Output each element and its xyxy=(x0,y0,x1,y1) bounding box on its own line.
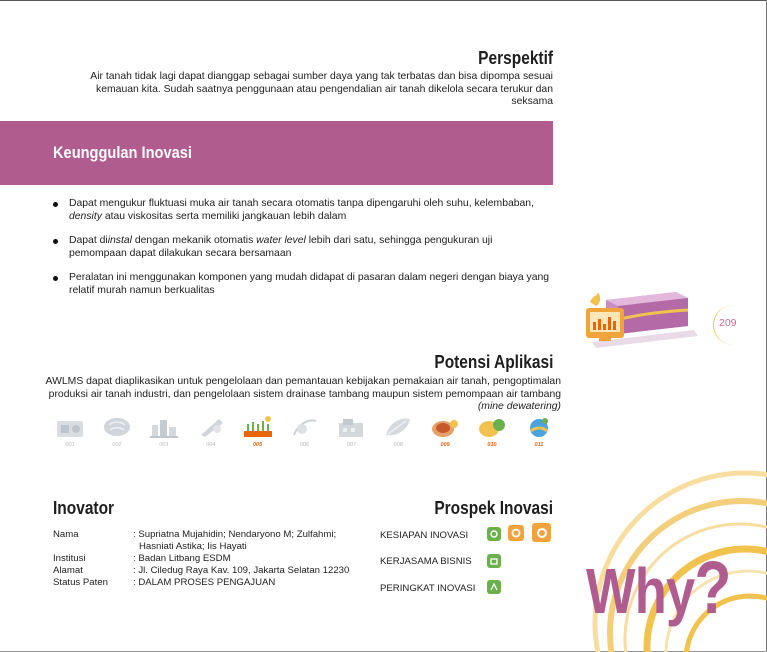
factory-icon xyxy=(54,415,86,439)
innovation-rank-icon xyxy=(487,580,501,594)
food-icon xyxy=(429,415,461,439)
application-item: 010 xyxy=(474,415,510,453)
prospek-label-peringkat: PERINGKAT INOVASI xyxy=(380,583,476,594)
list-item: Dapat mengukur fluktuasi muka air tanah secara otomatis tanpa dipengaruhi oleh suhu, kelembaban, density atau viskositas serta memiliki jangkauan lebih dalam xyxy=(53,198,553,223)
application-item: 011 xyxy=(521,415,557,453)
application-item: 008 xyxy=(380,415,416,453)
environment-icon xyxy=(476,415,508,439)
business-collaboration-icon xyxy=(487,554,501,568)
application-item: 007 xyxy=(333,415,369,453)
brain-icon xyxy=(101,415,133,439)
bullet-icon xyxy=(53,276,58,281)
readiness-gear-icon xyxy=(487,527,501,541)
building-icon xyxy=(335,415,367,439)
agriculture-icon xyxy=(242,415,274,439)
application-item: 009 xyxy=(427,415,463,453)
info-row: Institusi : Badan Litbang ESDM xyxy=(53,553,231,564)
frame-top-border xyxy=(0,0,767,1)
water-level-device-illustration xyxy=(584,290,702,348)
info-row: Nama : Supriatna Mujahidin; Nendaryono M; Zulfahmi; xyxy=(53,529,337,540)
potensi-title: Potensi Aplikasi xyxy=(433,352,553,372)
readiness-gear-icon xyxy=(532,523,551,542)
inovator-info xyxy=(53,529,373,589)
application-item: 004 xyxy=(193,415,229,453)
application-item: 002 xyxy=(99,415,135,453)
info-row: Hasniati Astika; Iis Hayati xyxy=(139,541,247,552)
info-row: Status Paten : DALAM PROSES PENGAJUAN xyxy=(53,577,276,588)
prospek-label-kerjasama: KERJASAMA BISNIS xyxy=(380,556,472,567)
inovator-title: Inovator xyxy=(53,498,115,518)
application-item: 006 xyxy=(286,415,322,453)
application-item: 001 xyxy=(52,415,88,453)
list-item: Dapat diinstal dengan mekanik otomatis water level lebih dari satu, sehingga pengukuran uji pemompaan dapat dilakukan secara bersamaan xyxy=(53,235,553,260)
application-item: 005 xyxy=(240,415,276,453)
water-icon xyxy=(523,415,555,439)
keunggulan-title: Keunggulan Inovasi xyxy=(53,143,192,162)
application-item: 003 xyxy=(146,415,182,453)
page-number: 209 xyxy=(719,317,737,329)
bullet-icon xyxy=(53,202,58,207)
satellite-icon xyxy=(288,415,320,439)
keunggulan-list xyxy=(53,198,553,309)
pen-icon xyxy=(195,415,227,439)
prospek-title: Prospek Inovasi xyxy=(434,498,553,518)
application-icons xyxy=(52,415,557,453)
bullet-icon xyxy=(53,239,58,244)
leaf-icon xyxy=(382,415,414,439)
city-icon xyxy=(148,415,180,439)
perspektif-title: Perspektif xyxy=(478,48,553,68)
prospek-label-kesiapan: KESIAPAN INOVASI xyxy=(380,530,469,541)
potensi-text: AWLMS dapat diaplikasikan untuk pengelolaan dan pemantauan kebijakan pemakaian air tanah, pengoptimalan produksi air tanah industri, dan pengelolaan sistem drainase tambang maupun sistem pemompaan air tambang (mine dewatering) xyxy=(45,376,561,412)
perspektif-text: Air tanah tidak lagi dapat dianggap sebagai sumber daya yang tak terbatas dan bisa dipompa sesuai kemauan kita. Sudah saatnya penggunaan atau pengendalian air tanah dikelola secara terukur dan seksama xyxy=(90,71,553,107)
list-item: Peralatan ini menggunakan komponen yang mudah didapat di pasaran dalam negeri dengan biaya yang relatif murah namun berkualitas xyxy=(53,272,553,297)
readiness-gear-icon xyxy=(508,525,524,541)
info-row: Alamat : Jl. Ciledug Raya Kav. 109, Jakarta Selatan 12230 xyxy=(53,565,350,576)
why-question-graphic: Why? xyxy=(586,546,731,629)
